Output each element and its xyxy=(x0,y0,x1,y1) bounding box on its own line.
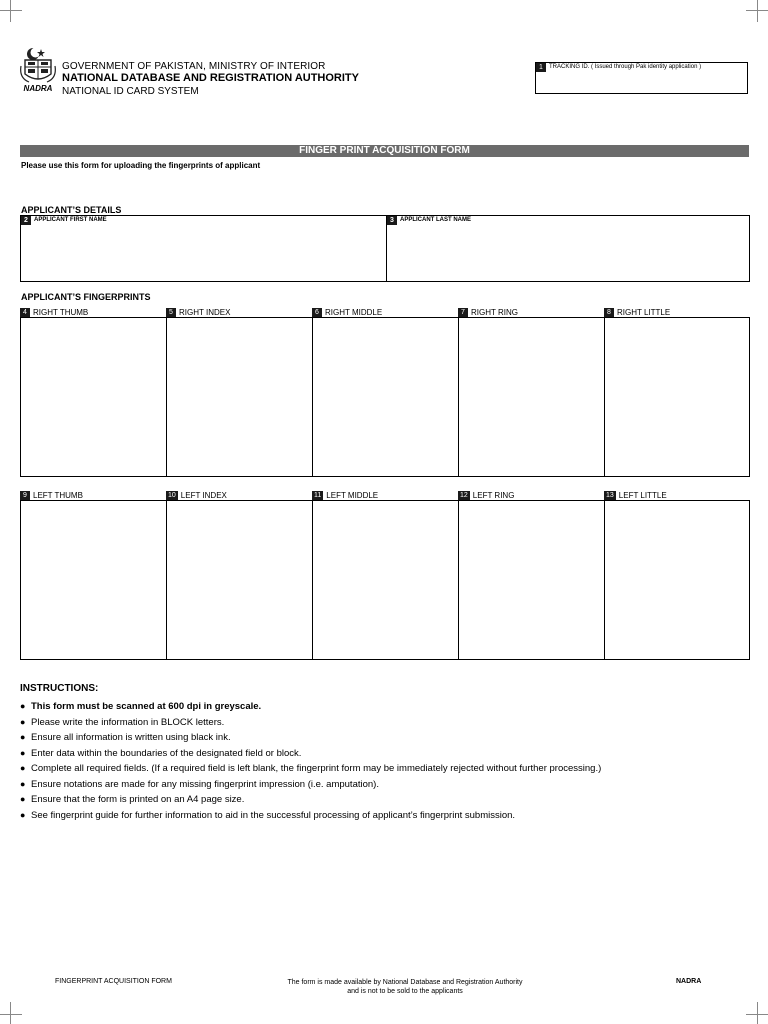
field-number-badge: 3 xyxy=(387,216,397,225)
field-number-badge: 10 xyxy=(168,492,176,499)
applicant-details-box xyxy=(20,215,750,282)
field-number-badge: 1 xyxy=(536,63,546,72)
left-index-text: LEFT INDEX xyxy=(180,491,227,500)
last-name-label xyxy=(387,216,471,225)
right-little-text: RIGHT LITTLE xyxy=(617,308,671,317)
right-index-label xyxy=(166,308,230,317)
list-item: ● Enter data within the boundaries of the designated field or block. xyxy=(20,746,601,762)
right-ring-label xyxy=(458,308,518,317)
list-item: ● Please write the information in BLOCK letters. xyxy=(20,715,601,731)
right-little-box[interactable] xyxy=(604,317,750,477)
field-number-badge: 7 xyxy=(458,308,468,317)
left-thumb-box[interactable] xyxy=(20,500,167,660)
right-thumb-text: RIGHT THUMB xyxy=(33,308,89,317)
left-index-box[interactable] xyxy=(166,500,313,660)
system-heading: NATIONAL ID CARD SYSTEM xyxy=(62,86,199,97)
bullet-icon: ● xyxy=(20,809,26,820)
ministry-heading: GOVERNMENT OF PAKISTAN, MINISTRY OF INTERIOR xyxy=(62,61,326,72)
right-ring-box[interactable] xyxy=(458,317,605,477)
list-item: ● Ensure that the form is printed on an A4 page size. xyxy=(20,792,601,808)
first-name-text: APPLICANT FIRST NAME xyxy=(34,217,107,223)
list-item: ● Ensure notations are made for any missing fingerprint impression (i.e. amputation). xyxy=(20,777,601,793)
left-middle-box[interactable] xyxy=(312,500,459,660)
field-number-badge: 5 xyxy=(166,308,176,317)
crescent-star-emblem-icon xyxy=(19,46,57,86)
footer-notice xyxy=(250,978,560,996)
field-number-badge: 6 xyxy=(312,308,322,317)
bullet-icon: ● xyxy=(20,794,26,804)
right-middle-box[interactable] xyxy=(312,317,459,477)
form-title: FINGER PRINT ACQUISITION FORM xyxy=(20,145,749,157)
field-number-badge: 11 xyxy=(314,492,322,499)
tracking-id-field[interactable] xyxy=(535,62,748,94)
bullet-icon: ● xyxy=(20,763,26,773)
right-middle-label xyxy=(312,308,382,317)
crop-mark xyxy=(757,0,758,22)
last-name-field[interactable] xyxy=(387,225,749,281)
left-ring-box[interactable] xyxy=(458,500,605,660)
crop-mark xyxy=(0,1014,22,1015)
footer-notice-line: The form is made available by National Database and Registration Authority xyxy=(287,979,523,986)
footer-form-name: FINGERPRINT ACQUISITION FORM xyxy=(55,978,172,985)
first-name-field[interactable] xyxy=(21,225,385,281)
field-number-badge: 12 xyxy=(460,492,468,499)
right-ring-text: RIGHT RING xyxy=(471,308,518,317)
left-ring-text: LEFT RING xyxy=(472,491,515,500)
crop-mark xyxy=(0,10,22,11)
bullet-icon: ● xyxy=(20,732,26,742)
bullet-icon: ● xyxy=(20,747,26,758)
first-name-label xyxy=(21,216,107,225)
field-number-badge: 4 xyxy=(20,308,30,317)
left-thumb-label xyxy=(20,491,83,500)
field-number-badge: 13 xyxy=(606,492,614,499)
left-little-label xyxy=(604,491,667,500)
crop-mark xyxy=(10,0,11,22)
left-middle-label xyxy=(312,491,378,500)
right-index-text: RIGHT INDEX xyxy=(179,308,231,317)
tracking-id-label xyxy=(536,63,701,72)
left-middle-text: LEFT MIDDLE xyxy=(326,491,379,500)
right-thumb-box[interactable] xyxy=(20,317,167,477)
right-index-box[interactable] xyxy=(166,317,313,477)
logo-text: NADRA xyxy=(23,84,53,93)
footer-notice-line: and is not to be sold to the applicants xyxy=(347,988,463,995)
left-little-box[interactable] xyxy=(604,500,750,660)
instructions-heading: INSTRUCTIONS: xyxy=(20,683,99,694)
instructions-list xyxy=(20,699,601,823)
left-thumb-text: LEFT THUMB xyxy=(33,491,83,500)
right-little-label xyxy=(604,308,670,317)
list-item: ● Ensure all information is written using black ink. xyxy=(20,730,601,746)
footer-brand: NADRA xyxy=(676,978,702,985)
tracking-id-text: TRACKING ID. ( Issued through Pak identity application ) xyxy=(549,64,702,70)
bullet-icon: ● xyxy=(20,701,26,711)
bullet-icon: ● xyxy=(20,716,26,727)
list-item: ● Complete all required fields. (If a required field is left blank, the fingerprint form may be immediately rejected without further processing.) xyxy=(20,761,601,777)
applicant-details-heading: APPLICANT’S DETAILS xyxy=(21,205,122,215)
left-index-label xyxy=(166,491,227,500)
crop-mark xyxy=(757,1002,758,1024)
bullet-icon: ● xyxy=(20,778,26,789)
authority-heading: NATIONAL DATABASE AND REGISTRATION AUTHORITY xyxy=(62,72,359,84)
fingerprints-heading: APPLICANT’S FINGERPRINTS xyxy=(21,292,151,302)
field-number-badge: 8 xyxy=(604,308,614,317)
crop-mark xyxy=(10,1002,11,1024)
nadra-logo xyxy=(19,46,57,98)
field-number-badge: 2 xyxy=(21,216,31,225)
left-ring-label xyxy=(458,491,514,500)
list-item: ● See fingerprint guide for further information to aid in the successful processing of applicant’s fingerprint submission. xyxy=(20,808,601,824)
list-item: ● This form must be scanned at 600 dpi in greyscale. xyxy=(20,699,601,715)
left-little-text: LEFT LITTLE xyxy=(618,491,667,500)
last-name-text: APPLICANT LAST NAME xyxy=(400,217,471,223)
right-middle-text: RIGHT MIDDLE xyxy=(325,308,383,317)
field-number-badge: 9 xyxy=(20,491,30,500)
right-thumb-label xyxy=(20,308,88,317)
form-subtitle: Please use this form for uploading the fingerprints of applicant xyxy=(21,161,261,170)
